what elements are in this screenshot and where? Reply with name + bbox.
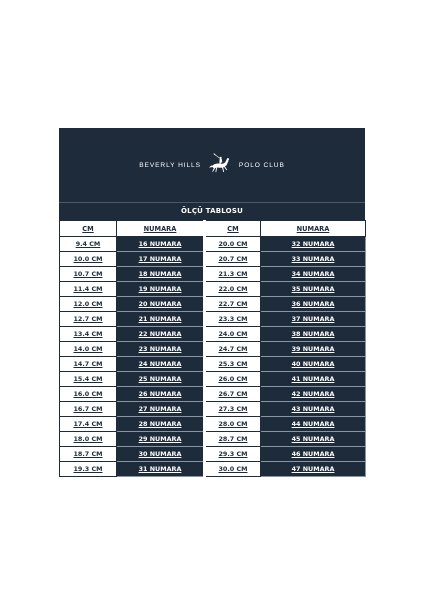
cell-numara-left: 28 NUMARA bbox=[117, 417, 205, 432]
cell-numara-left: 29 NUMARA bbox=[117, 432, 205, 447]
cell-cm-left: 12.7 CM bbox=[60, 312, 117, 327]
cell-numara-left: 18 NUMARA bbox=[117, 267, 205, 282]
cell-cm-left: 9.4 CM bbox=[60, 237, 117, 252]
cell-numara-right: 33 NUMARA bbox=[261, 252, 366, 267]
cell-numara-left: 16 NUMARA bbox=[117, 237, 205, 252]
cell-numara-left: 30 NUMARA bbox=[117, 447, 205, 462]
brand-header bbox=[59, 128, 365, 202]
cell-cm-left: 10.7 CM bbox=[60, 267, 117, 282]
table-row bbox=[60, 387, 366, 402]
table-row bbox=[60, 282, 366, 297]
cell-numara-right: 38 NUMARA bbox=[261, 327, 366, 342]
cell-numara-right: 39 NUMARA bbox=[261, 342, 366, 357]
cell-numara-right: 47 NUMARA bbox=[261, 462, 366, 477]
cell-cm-left: 15.4 CM bbox=[60, 372, 117, 387]
cell-numara-left: 24 NUMARA bbox=[117, 357, 205, 372]
cell-cm-right: 27.3 CM bbox=[205, 402, 261, 417]
cell-numara-left: 25 NUMARA bbox=[117, 372, 205, 387]
cell-cm-right: 30.0 CM bbox=[205, 462, 261, 477]
cell-numara-left: 19 NUMARA bbox=[117, 282, 205, 297]
cell-cm-right: 23.3 CM bbox=[205, 312, 261, 327]
cell-numara-left: 26 NUMARA bbox=[117, 387, 205, 402]
cell-numara-left: 31 NUMARA bbox=[117, 462, 205, 477]
cell-cm-right: 22.7 CM bbox=[205, 297, 261, 312]
table-row bbox=[60, 462, 366, 477]
table-row bbox=[60, 372, 366, 387]
cell-cm-right: 26.7 CM bbox=[205, 387, 261, 402]
cell-cm-right: 24.0 CM bbox=[205, 327, 261, 342]
cell-cm-right: 21.3 CM bbox=[205, 267, 261, 282]
brand-name-right: POLO CLUB bbox=[238, 161, 285, 169]
cell-cm-left: 17.4 CM bbox=[60, 417, 117, 432]
cell-numara-right: 32 NUMARA bbox=[261, 237, 366, 252]
size-table bbox=[59, 220, 366, 477]
cell-cm-left: 14.7 CM bbox=[60, 357, 117, 372]
cell-cm-left: 16.0 CM bbox=[60, 387, 117, 402]
table-row bbox=[60, 417, 366, 432]
cell-numara-right: 34 NUMARA bbox=[261, 267, 366, 282]
header-numara-left: NUMARA bbox=[117, 221, 205, 237]
cell-cm-left: 10.0 CM bbox=[60, 252, 117, 267]
header-numara-right: NUMARA bbox=[261, 221, 366, 237]
table-row bbox=[60, 312, 366, 327]
cell-cm-left: 16.7 CM bbox=[60, 402, 117, 417]
cell-cm-left: 12.0 CM bbox=[60, 297, 117, 312]
cell-numara-right: 43 NUMARA bbox=[261, 402, 366, 417]
table-row bbox=[60, 342, 366, 357]
cell-numara-left: 22 NUMARA bbox=[117, 327, 205, 342]
cell-cm-right: 22.0 CM bbox=[205, 282, 261, 297]
cell-numara-left: 21 NUMARA bbox=[117, 312, 205, 327]
table-row bbox=[60, 402, 366, 417]
cell-cm-right: 24.7 CM bbox=[205, 342, 261, 357]
cell-numara-right: 41 NUMARA bbox=[261, 372, 366, 387]
cell-numara-right: 40 NUMARA bbox=[261, 357, 366, 372]
cell-numara-left: 23 NUMARA bbox=[117, 342, 205, 357]
cell-cm-left: 18.0 CM bbox=[60, 432, 117, 447]
table-row bbox=[60, 297, 366, 312]
table-row bbox=[60, 327, 366, 342]
cell-cm-right: 20.0 CM bbox=[205, 237, 261, 252]
table-row bbox=[60, 357, 366, 372]
cell-cm-right: 26.0 CM bbox=[205, 372, 261, 387]
polo-player-horse-icon bbox=[207, 152, 233, 178]
size-chart bbox=[59, 128, 365, 477]
cell-cm-right: 29.3 CM bbox=[205, 447, 261, 462]
cell-cm-left: 11.4 CM bbox=[60, 282, 117, 297]
cell-cm-right: 28.0 CM bbox=[205, 417, 261, 432]
brand-logo bbox=[59, 128, 365, 202]
table-row bbox=[60, 252, 366, 267]
cell-numara-right: 45 NUMARA bbox=[261, 432, 366, 447]
table-row bbox=[60, 267, 366, 282]
cell-numara-right: 36 NUMARA bbox=[261, 297, 366, 312]
table-row bbox=[60, 432, 366, 447]
cell-cm-left: 18.7 CM bbox=[60, 447, 117, 462]
cell-cm-left: 13.4 CM bbox=[60, 327, 117, 342]
cell-numara-right: 44 NUMARA bbox=[261, 417, 366, 432]
brand-name-left: BEVERLY HILLS bbox=[139, 161, 201, 169]
cell-numara-right: 37 NUMARA bbox=[261, 312, 366, 327]
cell-cm-right: 20.7 CM bbox=[205, 252, 261, 267]
cell-numara-left: 27 NUMARA bbox=[117, 402, 205, 417]
cell-cm-left: 14.0 CM bbox=[60, 342, 117, 357]
table-header-row bbox=[60, 221, 366, 237]
table-row bbox=[60, 237, 366, 252]
table-row bbox=[60, 447, 366, 462]
cell-numara-right: 35 NUMARA bbox=[261, 282, 366, 297]
cell-cm-right: 28.7 CM bbox=[205, 432, 261, 447]
cell-numara-left: 17 NUMARA bbox=[117, 252, 205, 267]
cell-cm-left: 19.3 CM bbox=[60, 462, 117, 477]
cell-numara-left: 20 NUMARA bbox=[117, 297, 205, 312]
cell-numara-right: 42 NUMARA bbox=[261, 387, 366, 402]
table-title: ÖLÇÜ TABLOSU bbox=[59, 202, 365, 220]
cell-numara-right: 46 NUMARA bbox=[261, 447, 366, 462]
header-cm-left: CM bbox=[60, 221, 117, 237]
cell-cm-right: 25.3 CM bbox=[205, 357, 261, 372]
header-cm-right: CM bbox=[205, 221, 261, 237]
